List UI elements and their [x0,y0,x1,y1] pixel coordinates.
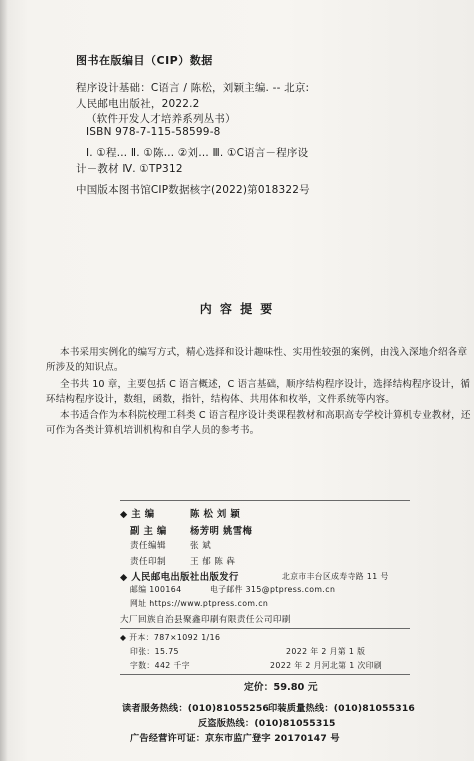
website: 网址 https://www.ptpress.com.cn [130,599,269,608]
price: 定价：59.80 元 [244,682,318,693]
quality-hotline: 印装质量热线：(010)81055316 [268,703,416,714]
summary-line: 可作为各类计算机培训机构和自学人员的参考书。 [46,425,260,436]
ad-license: 广告经营许可证：京东市监广登字 20170147 号 [130,733,340,744]
summary-line: 本书适合作为本科院校理工科类 C 语言程序设计类课程教材和高职高专学校计算机专业教材，还 [60,410,471,421]
cip-title: 图书在版编目（CIP）数据 [76,54,213,67]
cip-line: （软件开发人才培养系列丛书） [86,113,236,125]
resp-editor-label: 责任编辑 [130,541,166,551]
sheets: 印张：15.75 [130,647,179,656]
postcode: 邮编 100164 [130,585,182,594]
cip-line: 计－教材 Ⅳ. ①TP312 [76,163,183,175]
publisher-address: 北京市丰台区成寿寺路 11 号 [282,572,389,581]
cip-number: 中国版本图书馆CIP数据核字(2022)第018322号 [76,184,310,196]
assoc-editor-value: 杨芳明 姚雪梅 [190,526,253,537]
resp-editor-value: 张 斌 [190,541,212,551]
summary-line: 本书采用实例化的编写方式，精心选择和设计趣味性、实用性较强的案例，由浅入深地介绍各章 [60,347,468,358]
summary-title: 内 容 提 要 [199,302,275,316]
printer: 大厂回族自治县聚鑫印刷有限责任公司印刷 [120,615,291,625]
assoc-editor-label: 副 主 编 [130,526,167,537]
resp-print-label: 责任印制 [130,557,166,567]
editor-value: 陈 松 刘 颖 [190,509,241,520]
divider-bottom [120,674,410,675]
format: ◆ 开本：787×1092 1/16 [120,633,221,642]
divider-top [120,500,410,501]
summary-line: 全书共 10 章，主要包括 C 语言概述，C 语言基础，顺序结构程序设计，选择结构程序设计，循 [60,379,471,390]
summary-line: 所涉及的知识点。 [46,362,124,373]
summary-line: 环结构程序设计，数组，函数，指针，结构体、共用体和枚举，文件系统等内容。 [46,394,395,405]
editor-label: ◆ 主 编 [120,509,155,520]
cip-line: Ⅰ. ①程… Ⅱ. ①陈… ②刘… Ⅲ. ①C语言－程序设 [86,147,309,159]
divider-middle [120,628,410,629]
piracy-hotline: 反盗版热线：(010)81055315 [198,718,336,729]
printing: 2022 年 2 月河北第 1 次印刷 [270,661,383,670]
resp-print-value: 王 郁 陈 犇 [190,557,236,567]
reader-hotline: 读者服务热线：(010)81055256 [122,703,270,714]
cip-line: 程序设计基础：C语言 / 陈松，刘颖主编. -- 北京: [76,82,310,94]
cip-line: 人民邮电出版社，2022.2 [76,98,200,110]
edition: 2022 年 2 月第 1 版 [286,647,366,656]
page-edge-shadow [0,0,8,761]
cip-line: ISBN 978-7-115-58599-8 [86,126,221,138]
publisher: ◆ 人民邮电出版社出版发行 [120,572,239,583]
email: 电子邮件 315@ptpress.com.cn [210,585,336,594]
word-count: 字数：442 千字 [130,661,190,670]
